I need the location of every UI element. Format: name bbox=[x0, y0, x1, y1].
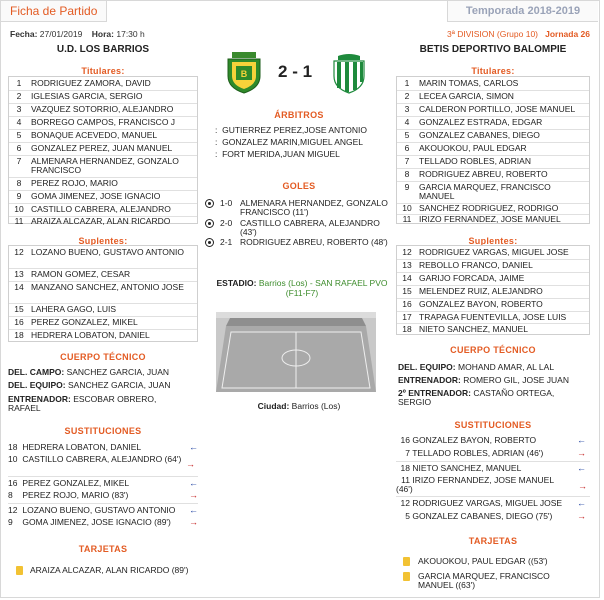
away-staff-row: ENTRENADOR: ROMERO GIL, JOSE JUAN bbox=[398, 375, 569, 385]
goal-score: 1-0 bbox=[220, 198, 233, 208]
sub-in-arrow-icon: ← bbox=[577, 498, 586, 508]
list-item[interactable]: 7 TELLADO ROBLES, ADRIAN (46') → bbox=[405, 448, 586, 458]
sub-in-arrow-icon: ← bbox=[577, 435, 586, 445]
sub-in-arrow-icon: ← bbox=[189, 505, 198, 515]
fecha-label: Fecha: bbox=[10, 29, 38, 39]
referee-row: : GUTIERREZ PEREZ,JOSE ANTONIO bbox=[215, 125, 367, 135]
home-suplentes-title: Suplentes: bbox=[78, 236, 128, 246]
goal-score: 2-1 bbox=[220, 237, 233, 247]
score-separator: - bbox=[292, 62, 298, 81]
list-item[interactable]: 5 GONZALEZ CABANES, DIEGO (75') → bbox=[405, 511, 586, 521]
list-item[interactable]: 12 RODRIGUEZ VARGAS, MIGUEL JOSE ← bbox=[400, 498, 586, 508]
away-cards-title: TARJETAS bbox=[468, 536, 518, 546]
list-item[interactable]: 8 PEREZ ROJO, MARIO (83') → bbox=[8, 490, 198, 500]
estadio-value[interactable]: Barrios (Los) - SAN RAFAEL PVO (F11-F7) bbox=[258, 278, 388, 298]
home-titulares-list: 1 RODRIGUEZ ZAMORA, DAVID 2 IGLESIAS GARCIA, SERGIO 3 VAZQUEZ SOTORRIO, ALEJANDRO 4 BORREGO CAMPOS, FRANCISCO J 5 BONAQUE ACEVEDO, MANUEL 6 GONZALEZ PEREZ, JUAN MANUEL 7 ALMENARA HERNANDEZ, GONZALO FRANCISCO 8 PEREZ ROJO, MARIO 9 GOMA JIMENEZ, JOSE IGNACIO 10 CASTILLO CABRERA, ALEJANDRO 11 ARAIZA ALCAZAR, ALAN RICARDO bbox=[8, 76, 198, 224]
score-home: 2 bbox=[278, 62, 288, 81]
home-crest-icon bbox=[222, 50, 266, 94]
tab-ficha-partido[interactable]: Ficha de Partido bbox=[1, 1, 107, 22]
home-team-crest[interactable] bbox=[222, 50, 266, 94]
ball-icon bbox=[205, 199, 214, 208]
stadium-image bbox=[216, 312, 376, 392]
list-item[interactable]: 12 LOZANO BUENO, GUSTAVO ANTONIO ← bbox=[8, 505, 198, 515]
goal-score: 2-0 bbox=[220, 218, 233, 228]
yellow-card-icon bbox=[403, 572, 410, 581]
away-card-player[interactable]: AKOUOKOU, PAUL EDGAR ((53') bbox=[418, 556, 548, 566]
sub-out-arrow-icon: → bbox=[189, 490, 198, 500]
hora-value: 17:30 h bbox=[116, 29, 145, 39]
goal-scorer[interactable]: ALMENARA HERNANDEZ, GONZALO FRANCISCO (11') bbox=[240, 198, 388, 217]
away-team-crest[interactable] bbox=[330, 52, 368, 94]
goles-title: GOLES bbox=[282, 181, 316, 191]
away-suplentes-title: Suplentes: bbox=[468, 236, 518, 246]
sub-in-arrow-icon: ← bbox=[189, 442, 198, 452]
sub-out-arrow-icon: → bbox=[189, 517, 198, 527]
away-staff-row: 2º ENTRENADOR: CASTAÑO ORTEGA, SERGIO bbox=[398, 388, 555, 407]
yellow-card-icon bbox=[16, 566, 23, 575]
away-titulares-list: 1 MARIN TOMAS, CARLOS 2 LECEA GARCIA, SIMON 3 CALDERON PORTILLO, JOSE MANUEL 4 GONZALEZ ESTRADA, EDGAR 5 GONZALEZ CABANES, DIEGO 6 AKOUOKOU, PAUL EDGAR 7 TELLADO ROBLES, ADRIAN 8 RODRIGUEZ ABREU, ROBERTO 9 GARCIA MARQUEZ, FRANCISCO MANUEL 10 SANCHEZ RODRIGUEZ, RODRIGO 11 IRIZO FERNANDEZ, JOSE MANUEL bbox=[396, 76, 590, 224]
sub-out-arrow-icon: → bbox=[186, 459, 195, 469]
sub-out-arrow-icon: → bbox=[577, 511, 586, 521]
sub-out-arrow-icon: → bbox=[577, 448, 586, 458]
jornada-label: Jornada 26 bbox=[545, 29, 590, 39]
home-titulares-title: Titulares: bbox=[81, 66, 125, 76]
scoreline bbox=[278, 62, 312, 82]
ball-icon bbox=[205, 219, 214, 228]
home-staff-row: ENTRENADOR: ESCOBAR OBRERO, RAFAEL bbox=[8, 394, 157, 413]
stadium-pitch-icon bbox=[216, 312, 376, 392]
city-info bbox=[200, 401, 398, 411]
list-item[interactable]: 16 GONZALEZ BAYON, ROBERTO ← bbox=[400, 435, 586, 445]
score-away: 1 bbox=[302, 62, 313, 81]
away-subs-title: SUSTITUCIONES bbox=[454, 420, 532, 430]
away-staff-title: CUERPO TÉCNICO bbox=[450, 345, 536, 355]
goal-scorer[interactable]: CASTILLO CABRERA, ALEJANDRO (43') bbox=[240, 218, 380, 237]
goal-scorer[interactable]: RODRIGUEZ ABREU, ROBERTO (48') bbox=[240, 237, 388, 247]
sub-in-arrow-icon: ← bbox=[189, 478, 198, 488]
home-suplentes-list: 12 LOZANO BUENO, GUSTAVO ANTONIO 13 RAMON GOMEZ, CESAR 14 MANZANO SANCHEZ, ANTONIO JOSE 15 LAHERA GAGO, LUIS 16 PEREZ GONZALEZ, MIKEL 18 HEDRERA LOBATON, DANIEL bbox=[8, 245, 198, 342]
hora-label: Hora: bbox=[91, 29, 114, 39]
away-card-player[interactable]: GARCIA MARQUEZ, FRANCISCO MANUEL ((63') bbox=[418, 571, 550, 590]
ciudad-label: Ciudad: bbox=[257, 401, 290, 411]
home-staff-title: CUERPO TÉCNICO bbox=[60, 352, 146, 362]
list-item[interactable]: 18 HEDRERA LOBATON, DANIEL ← bbox=[8, 442, 198, 452]
home-subs-title: SUSTITUCIONES bbox=[64, 426, 142, 436]
svg-text:B: B bbox=[240, 69, 248, 79]
sub-in-arrow-icon: ← bbox=[577, 463, 586, 473]
list-item[interactable]: 18 NIETO SANCHEZ, MANUEL ← bbox=[400, 463, 586, 473]
ball-icon bbox=[205, 238, 214, 247]
list-item[interactable]: 16 PEREZ GONZALEZ, MIKEL ← bbox=[8, 478, 198, 488]
referee-row: : GONZALEZ MARIN,MIGUEL ANGEL bbox=[215, 137, 364, 147]
home-card-player[interactable]: ARAIZA ALCAZAR, ALAN RICARDO (89') bbox=[30, 565, 189, 575]
stadium-info bbox=[207, 278, 397, 298]
home-staff-row: DEL. EQUIPO: SANCHEZ GARCIA, JUAN bbox=[8, 380, 171, 390]
home-cards-title: TARJETAS bbox=[78, 544, 128, 554]
competition-name: 3ª DIVISION (Grupo 10) bbox=[447, 29, 539, 39]
season-label: Temporada 2018-2019 bbox=[447, 1, 598, 22]
list-item[interactable]: 9 GOMA JIMENEZ, JOSE IGNACIO (89') → bbox=[8, 517, 198, 527]
yellow-card-icon bbox=[403, 557, 410, 566]
away-staff-row: DEL. EQUIPO: MOHAND AMAR, AL LAL bbox=[398, 362, 555, 372]
away-crest-icon bbox=[330, 52, 368, 94]
estadio-label: ESTADIO: bbox=[216, 278, 257, 288]
list-item[interactable]: 11 IRIZO FERNANDEZ, JOSE MANUEL (46') bbox=[396, 475, 554, 494]
arbitros-title: ÁRBITROS bbox=[274, 110, 324, 120]
referee-row: : FORT MERIDA,JUAN MIGUEL bbox=[215, 149, 340, 159]
home-team-name[interactable]: U.D. LOS BARRIOS bbox=[56, 44, 150, 55]
fecha-value: 27/01/2019 bbox=[39, 29, 83, 39]
away-suplentes-list: 12 RODRIGUEZ VARGAS, MIGUEL JOSE 13 REBOLLO FRANCO, DANIEL 14 GARIJO FORCADA, JAIME 15 MELENDEZ RUIZ, ALEJANDRO 16 GONZALEZ BAYON, ROBERTO 17 TRAPAGA FUENTEVILLA, JOSE LUIS 18 NIETO SANCHEZ, MANUEL bbox=[396, 245, 590, 335]
home-staff-row: DEL. CAMPO: SANCHEZ GARCIA, JUAN bbox=[8, 367, 170, 377]
date-info bbox=[10, 29, 145, 39]
away-titulares-title: Titulares: bbox=[471, 66, 515, 76]
sub-out-arrow-icon: → bbox=[578, 481, 587, 491]
away-team-name[interactable]: BETIS DEPORTIVO BALOMPIE bbox=[419, 44, 567, 55]
competition-info bbox=[447, 29, 590, 39]
ciudad-value: Barrios (Los) bbox=[291, 401, 341, 411]
list-item[interactable]: 10 CASTILLO CABRERA, ALEJANDRO (64') bbox=[8, 454, 182, 464]
